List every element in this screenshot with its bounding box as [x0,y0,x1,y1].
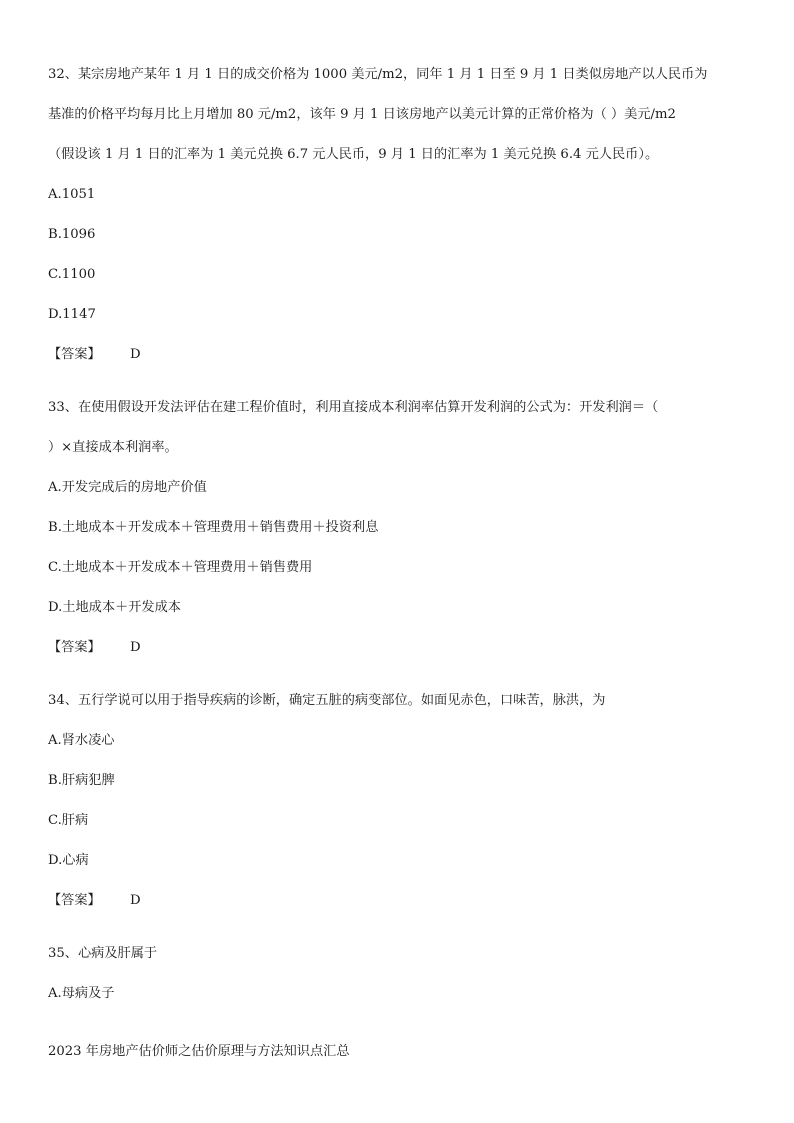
question-34-option-a: A.肾水凌心 [48,733,115,748]
page-footer: 2023 年房地产估价师之估价原理与方法知识点汇总 [48,1044,350,1059]
question-32-option-b: B.1096 [48,227,96,242]
question-34-answer [48,892,141,910]
answer-label: 【答案】 [48,893,101,908]
question-32-line-3: （假设该 1 月 1 日的汇率为 1 美元兑换 6.7 元人民币，9 月 1 日的汇率为 1 美元兑换 6.4 元人民币）。 [48,147,659,162]
question-32-option-d: D.1147 [48,307,96,322]
question-34-line-1: 34、五行学说可以用于指导疾病的诊断，确定五脏的病变部位。如面见赤色，口味苦，脉洪，为 [48,693,606,708]
question-34-option-d: D.心病 [48,853,89,868]
question-32-option-a: A.1051 [48,187,96,202]
answer-label: 【答案】 [48,640,101,655]
question-32-line-2: 基准的价格平均每月比上月增加 80 元/m2，该年 9 月 1 日该房地产以美元计算的正常价格为（ ）美元/m2 [48,107,676,122]
question-33-option-c: C.土地成本＋开发成本＋管理费用＋销售费用 [48,560,313,575]
question-33-option-a: A.开发完成后的房地产价值 [48,480,207,495]
question-33-line-1: 33、在使用假设开发法评估在建工程价值时，利用直接成本利润率估算开发利润的公式为：开发利润＝（ [48,400,659,415]
question-34-option-c: C.肝病 [48,813,89,828]
question-33-line-2: ）×直接成本利润率。 [48,440,178,455]
answer-value: D [130,640,141,655]
question-34-option-b: B.肝病犯脾 [48,773,115,788]
question-32-option-c: C.1100 [48,267,96,282]
question-33-option-b: B.土地成本＋开发成本＋管理费用＋销售费用＋投资利息 [48,520,379,535]
answer-label: 【答案】 [48,347,101,362]
question-33-option-d: D.土地成本＋开发成本 [48,600,181,615]
question-35-option-a: A.母病及子 [48,986,115,1001]
question-33-answer [48,639,141,657]
answer-value: D [130,893,141,908]
question-32-line-1: 32、某宗房地产某年 1 月 1 日的成交价格为 1000 美元/m2，同年 1 月 1 日至 9 月 1 日类似房地产以人民币为 [48,67,708,82]
question-32-answer [48,346,141,364]
answer-value: D [130,347,141,362]
question-35-line-1: 35、心病及肝属于 [48,946,158,961]
